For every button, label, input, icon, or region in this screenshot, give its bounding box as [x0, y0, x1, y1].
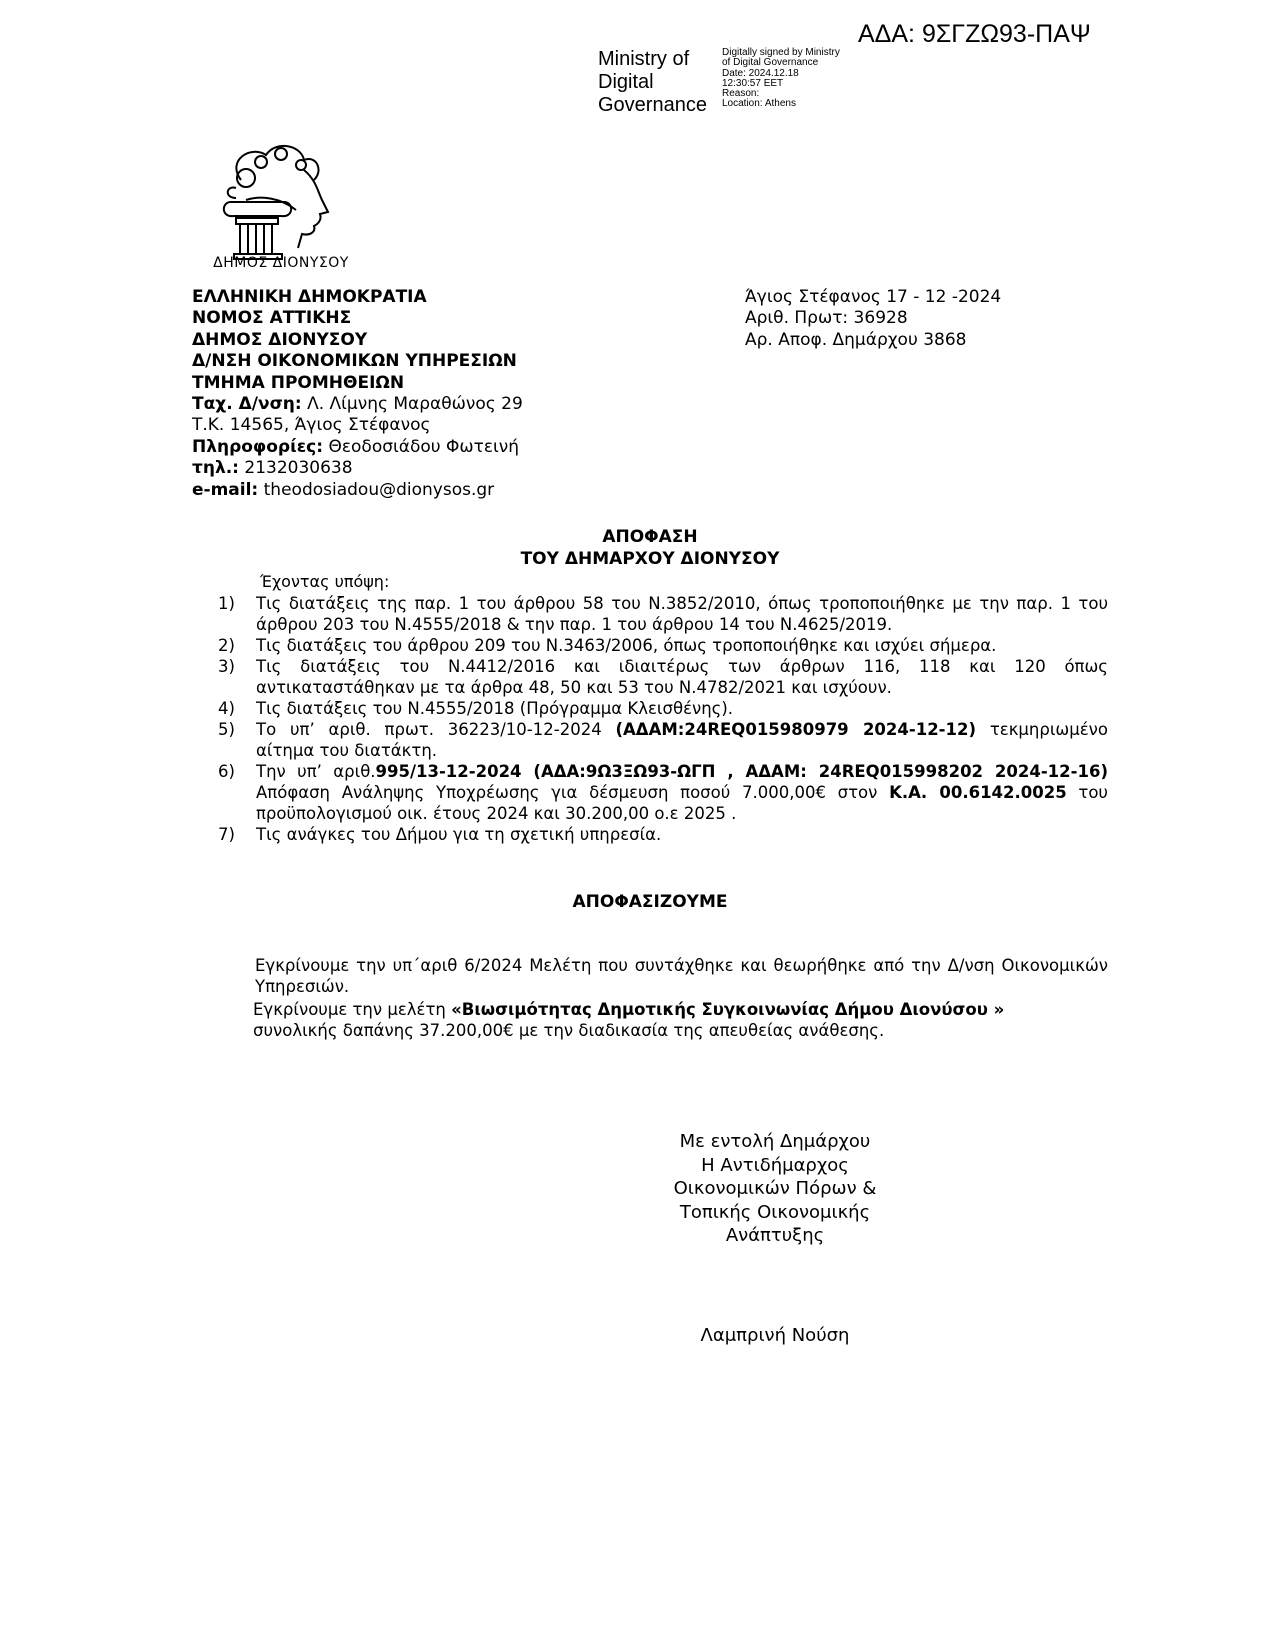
list-item-text-part: τεκμηριωμένο αίτημα του διατάκτη. — [256, 720, 1108, 760]
list-item — [218, 719, 1108, 761]
protocol-number: Αριθ. Πρωτ: 36928 — [745, 308, 908, 329]
considering-heading: Έχοντας υπόψη: — [260, 572, 390, 591]
info-line — [192, 437, 523, 458]
list-item-text-part: του προϋπολογισμού οικ. έτους 2024 και 30.200,00 ο.ε 2025 . — [256, 783, 1108, 823]
decision-text-part: συνολικής δαπάνης 37.200,00€ με την διαδικασία της απευθείας ανάθεσης. — [253, 1021, 885, 1040]
list-item — [218, 824, 1108, 845]
list-item — [218, 593, 1108, 635]
org-line: ΤΜΗΜΑ ΠΡΟΜΗΘΕΙΩΝ — [192, 372, 405, 393]
signature-organization — [598, 48, 707, 117]
list-item-text: Τις ανάγκες του Δήμου για τη σχετική υπηρεσία. — [256, 825, 662, 844]
signoff-line: Με εντολή Δημάρχου — [679, 1131, 871, 1152]
budget-code: Κ.Α. 00.6142.0025 — [889, 783, 1067, 802]
signoff-line: Ανάπτυξης — [725, 1225, 825, 1246]
list-item — [218, 761, 1108, 824]
signoff-line: Οικονομικών Πόρων & — [673, 1178, 877, 1199]
decision-paragraph: Εγκρίνουμε την υπ΄αριθ 6/2024 Μελέτη που συντάχθηκε και θεωρήθηκε από την Δ/νση Οικονομικών Υπηρεσιών. — [255, 956, 1108, 996]
signature-org-line: Governance — [598, 94, 707, 116]
list-item-text — [256, 761, 1108, 824]
address-value: Λ. Λίμνης Μαραθώνος 29 — [301, 394, 523, 415]
postcode-line: Τ.Κ. 14565, Άγιος Στέφανος — [192, 415, 431, 436]
email-line — [192, 480, 523, 501]
decision-heading: ΑΠΟΦΑΣΙΖΟΥΜΕ — [572, 892, 728, 912]
signature-org-line: Digital — [598, 71, 654, 93]
list-item-number: 1) — [218, 594, 235, 613]
list-item-number: 4) — [218, 699, 235, 718]
list-item-text — [256, 719, 1108, 761]
list-item-reference: (ΑΔΑΜ:24REQ015980979 2024-12-12) — [615, 720, 977, 739]
decision-paragraph-study — [253, 999, 1113, 1041]
list-item-text: Τις διατάξεις του Ν.4555/2018 (Πρόγραμμα Κλεισθένης). — [256, 699, 734, 718]
phone-label: τηλ.: — [192, 458, 239, 479]
signature-detail-line: Digitally signed by Ministry — [722, 47, 840, 58]
ada-code: ΑΔΑ: 9ΣΓΖΩ93-ΠΑΨ — [858, 20, 1091, 48]
list-item — [218, 635, 1108, 656]
org-line: ΕΛΛΗΝΙΚΗ ΔΗΜΟΚΡΑΤΙΑ — [192, 287, 427, 307]
org-line: ΝΟΜΟΣ ΑΤΤΙΚΗΣ — [192, 308, 352, 329]
list-item-text: Τις διατάξεις του Ν.4412/2016 και ιδιαιτέρως των άρθρων 116, 118 και 120 όπως αντικαταστάθηκαν με τα άρθρα 48, 50 και 53 του Ν.4782/2021 και ισχύουν. — [256, 657, 1108, 697]
list-item-text: Τις διατάξεις της παρ. 1 του άρθρου 58 του Ν.3852/2010, όπως τροποποιήθηκε με την παρ. 1 του άρθρου 203 του Ν.4555/2018 & την παρ. 1 του άρθρου 14 του Ν.4625/2019. — [256, 594, 1108, 634]
list-item-text-part: Απόφαση Ανάληψης Υποχρέωσης για δέσμευση ποσού 7.000,00€ στον — [256, 783, 890, 802]
reference-block — [745, 287, 1001, 351]
list-item-number: 6) — [218, 762, 235, 781]
email-label: e-mail: — [192, 479, 259, 500]
list-item-number: 5) — [218, 720, 235, 739]
signature-detail-line: Reason: — [722, 88, 760, 100]
study-title: «Βιωσιμότητας Δημοτικής Συγκοινωνίας Δήμου Διονύσου » — [451, 1000, 1005, 1019]
list-item-text-part: Το υπ’ αριθ. πρωτ. 36223/10-12-2024 — [256, 720, 616, 739]
email-value: theodosiadou@dionysos.gr — [258, 479, 495, 500]
decision-number: Αρ. Αποφ. Δημάρχου 3868 — [745, 329, 967, 350]
org-line: Δ/ΝΣΗ ΟΙΚΟΝΟΜΙΚΩΝ ΥΠΗΡΕΣΙΩΝ — [192, 351, 517, 372]
signer-name: Λαμπρινή Νούση — [700, 1325, 850, 1346]
address-line — [192, 394, 523, 415]
signature-details — [722, 48, 840, 110]
phone-value: 2132030638 — [238, 458, 353, 479]
org-line: ΔΗΜΟΣ ΔΙΟΝΥΣΟΥ — [192, 329, 368, 350]
list-item-number: 2) — [218, 636, 235, 655]
document-subtitle: ΤΟΥ ΔΗΜΑΡΧΟΥ ΔΙΟΝΥΣΟΥ — [520, 549, 780, 569]
sender-block — [192, 287, 523, 501]
list-item-text-part: Την υπ’ αριθ. — [256, 762, 376, 781]
info-value: Θεοδοσιάδου Φωτεινή — [323, 436, 520, 457]
list-item-number: 3) — [218, 657, 235, 676]
list-item-number: 7) — [218, 825, 235, 844]
considerations-list — [218, 593, 1108, 845]
signoff-line: Η Αντιδήμαρχος — [701, 1154, 849, 1176]
signoff-line: Τοπικής Οικονομικής — [679, 1201, 871, 1223]
list-item — [218, 698, 1108, 719]
info-label: Πληροφορίες: — [192, 436, 324, 457]
signature-detail-line: Location: Athens — [722, 98, 796, 110]
signature-org-line: Ministry of — [598, 48, 690, 70]
logo-text: ΔΗΜΟΣ ΔΙΟΝΥΣΟΥ — [213, 255, 349, 271]
signature-detail-line: 12:30:57 EET — [722, 77, 784, 89]
signature-detail-line: Date: 2024.12.18 — [722, 67, 799, 79]
list-item-text: Τις διατάξεις του άρθρου 209 του Ν.3463/2006, όπως τροποποιήθηκε και ισχύει σήμερα. — [256, 636, 997, 655]
decision-text-part: Εγκρίνουμε την μελέτη — [253, 1000, 452, 1019]
document-title: ΑΠΟΦΑΣΗ — [602, 527, 698, 547]
address-label: Ταχ. Δ/νση: — [192, 394, 302, 415]
list-item — [218, 656, 1108, 698]
signature-detail-line: of Digital Governance — [722, 57, 819, 69]
document-date: Άγιος Στέφανος 17 - 12 -2024 — [745, 287, 1002, 307]
phone-line — [192, 458, 523, 479]
signoff-block — [640, 1130, 910, 1248]
list-item-reference: 995/13-12-2024 (ΑΔΑ:9Ω3ΞΩ93-ΩΓΠ , ΑΔΑΜ: 24REQ015998202 2024-12-16) — [375, 762, 1108, 781]
